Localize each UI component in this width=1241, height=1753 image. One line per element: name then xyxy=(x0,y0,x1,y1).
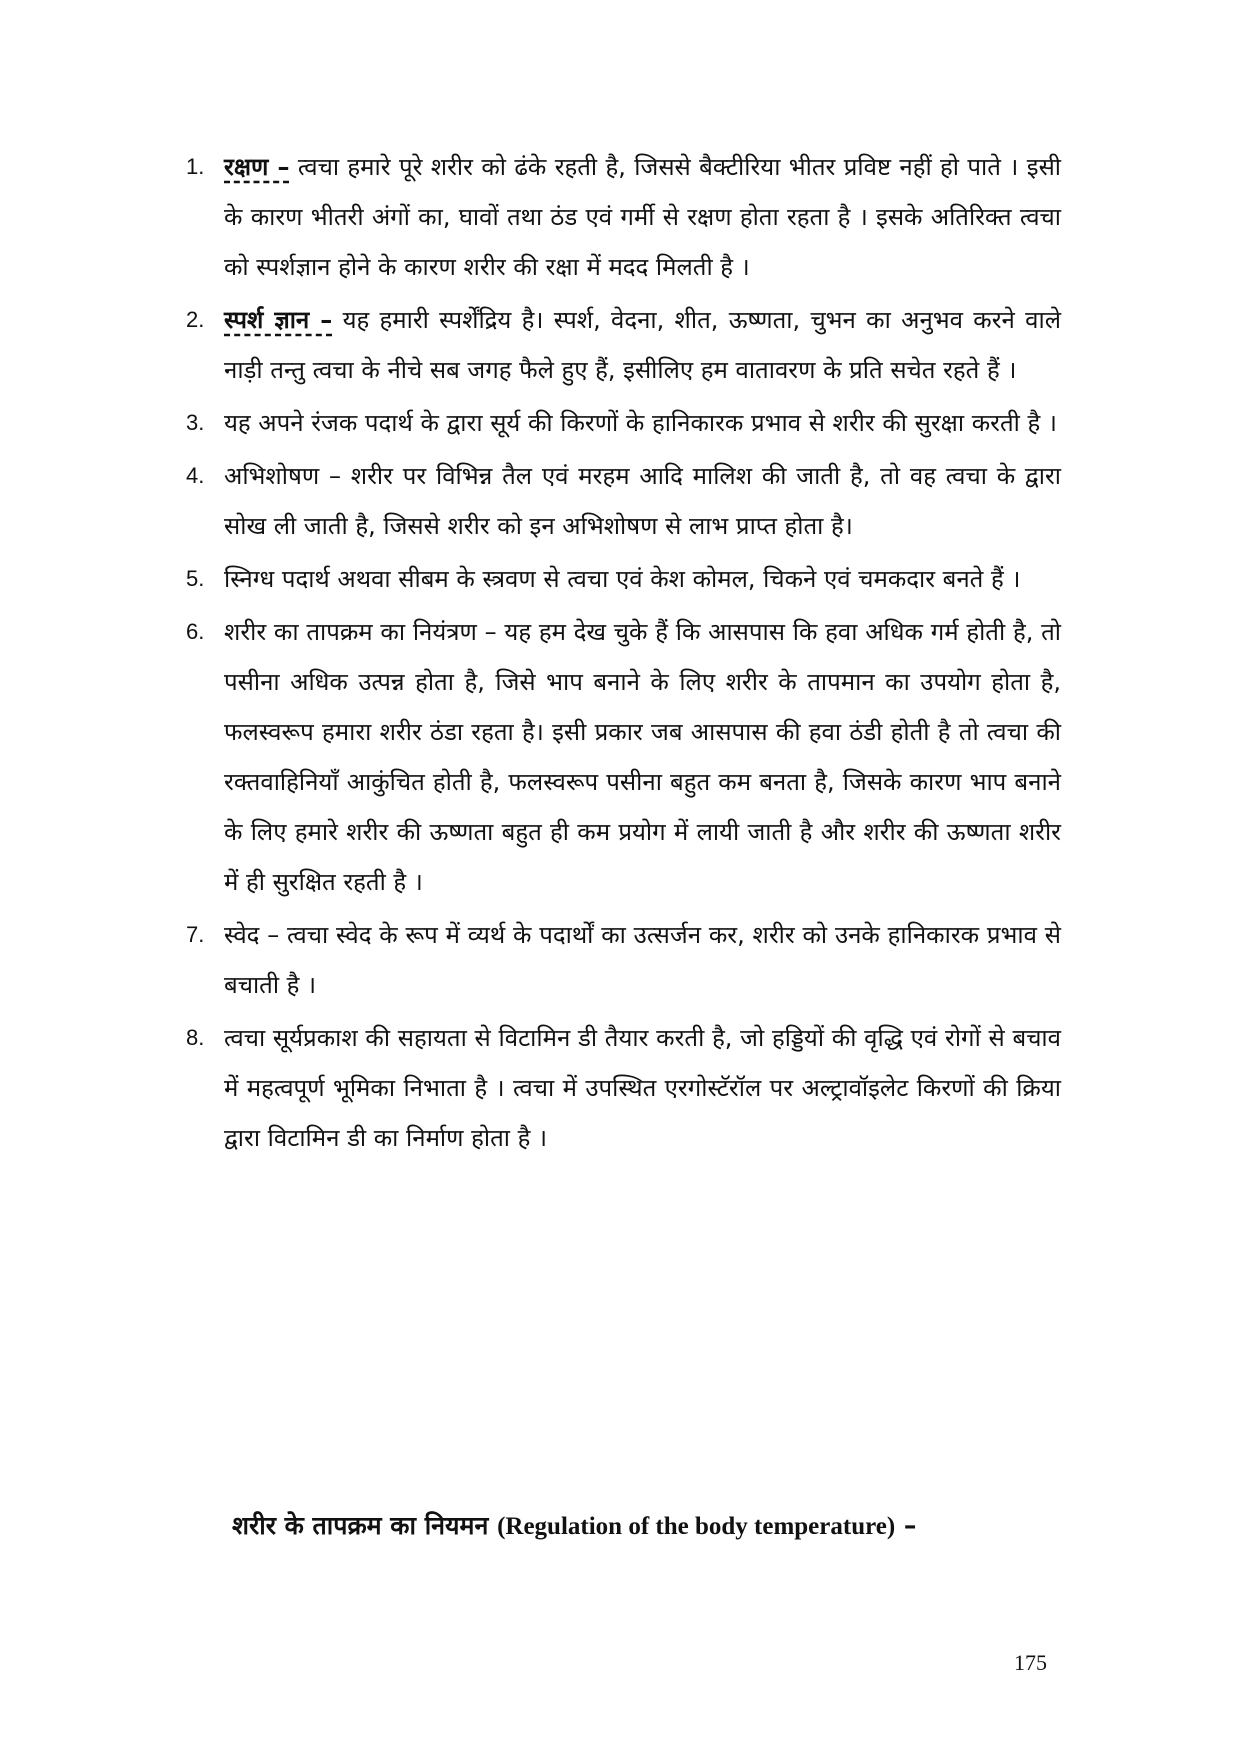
item-text: यह अपने रंजक पदार्थ के द्वारा सूर्य की किरणों के हानिकारक प्रभाव से शरीर की सुरक्षा करती है । xyxy=(224,409,1057,437)
list-item xyxy=(186,607,1061,907)
heading-dash: – xyxy=(895,1511,917,1540)
list-item xyxy=(186,398,1061,448)
item-text: अभिशोषण – शरीर पर विभिन्न तैल एवं मरहम आदि मालिश की जाती है, तो वह त्वचा के द्वारा सोख ली जाती है, जिससे शरीर को इन अभिशोषण से लाभ प्राप्त होता है। xyxy=(224,462,1061,540)
item-number: 1. xyxy=(186,154,205,179)
item-number: 7. xyxy=(186,922,205,947)
item-number: 2. xyxy=(186,307,205,332)
item-number: 8. xyxy=(186,1025,205,1050)
skin-functions-list xyxy=(186,142,1061,1166)
item-number: 3. xyxy=(186,410,205,435)
item-lead-term: स्पर्श ज्ञान – xyxy=(224,306,333,334)
item-text: त्वचा सूर्यप्रकाश की सहायता से विटामिन डी तैयार करती है, जो हड्डियों की वृद्धि एवं रोगों से बचाव में महत्वपूर्ण भूमिका निभाता है । त्वचा में उपस्थित एरगोस्टॅरॉल पर अल्ट्रावॉइलेट किरणों की क्रिया द्वारा विटामिन डी का निर्माण होता है । xyxy=(224,1024,1061,1152)
page-number: 175 xyxy=(1014,1650,1047,1675)
list-item xyxy=(186,451,1061,551)
list-item xyxy=(186,554,1061,604)
list-item xyxy=(186,142,1061,292)
item-text: त्वचा हमारे पूरे शरीर को ढंके रहती है, जिससे बैक्टीरिया भीतर प्रविष्ट नहीं हो पाते । इसी के कारण भीतरी अंगों का, घावों तथा ठंड एवं गर्मी से रक्षण होता रहता है । इसके अतिरिक्त त्वचा को स्पर्शज्ञान होने के कारण शरीर की रक्षा में मदद मिलती है । xyxy=(224,153,1062,281)
item-number: 6. xyxy=(186,619,205,644)
item-text: स्निग्ध पदार्थ अथवा सीबम के स्त्रवण से त्वचा एवं केश कोमल, चिकने एवं चमकदार बनते हैं । xyxy=(224,565,1021,593)
item-number: 4. xyxy=(186,463,205,488)
list-item xyxy=(186,295,1061,395)
item-text: स्वेद – त्वचा स्वेद के रूप में व्यर्थ के पदार्थों का उत्सर्जन कर, शरीर को उनके हानिकारक प्रभाव से बचाती है । xyxy=(224,921,1061,999)
item-text: यह हमारी स्पर्शेंद्रिय है। स्पर्श, वेदना, शीत, ऊष्णता, चुभन का अनुभव करने वाले नाड़ी तन्तु त्वचा के नीचे सब जगह फैले हुए हैं, इसीलिए हम वातावरण के प्रति सचेत रहते हैं । xyxy=(224,306,1061,384)
item-text: शरीर का तापक्रम का नियंत्रण – यह हम देख चुके हैं कि आसपास कि हवा अधिक गर्म होती है, तो पसीना अधिक उत्पन्न होता है, जिसे भाप बनाने के लिए शरीर के तापमान का उपयोग होता है, फलस्वरूप हमारा शरीर ठंडा रहता है। इसी प्रकार जब आसपास की हवा ठंडी होती है तो त्वचा की रक्तवाहिनियाँ आकुंचित होती है, फलस्वरूप पसीना बहुत कम बनता है, जिसके कारण भाप बनाने के लिए हमारे शरीर की ऊष्णता बहुत ही कम प्रयोग में लायी जाती है और शरीर की ऊष्णता शरीर में ही सुरक्षित रहती है । xyxy=(224,618,1061,896)
section-heading xyxy=(232,1508,916,1542)
heading-hindi: शरीर के तापक्रम का नियमन xyxy=(232,1511,498,1540)
heading-english: (Regulation of the body temperature) xyxy=(497,1513,896,1540)
item-lead-term: रक्षण – xyxy=(224,153,290,181)
list-item xyxy=(186,910,1061,1010)
list-item xyxy=(186,1013,1061,1163)
item-number: 5. xyxy=(186,566,205,591)
